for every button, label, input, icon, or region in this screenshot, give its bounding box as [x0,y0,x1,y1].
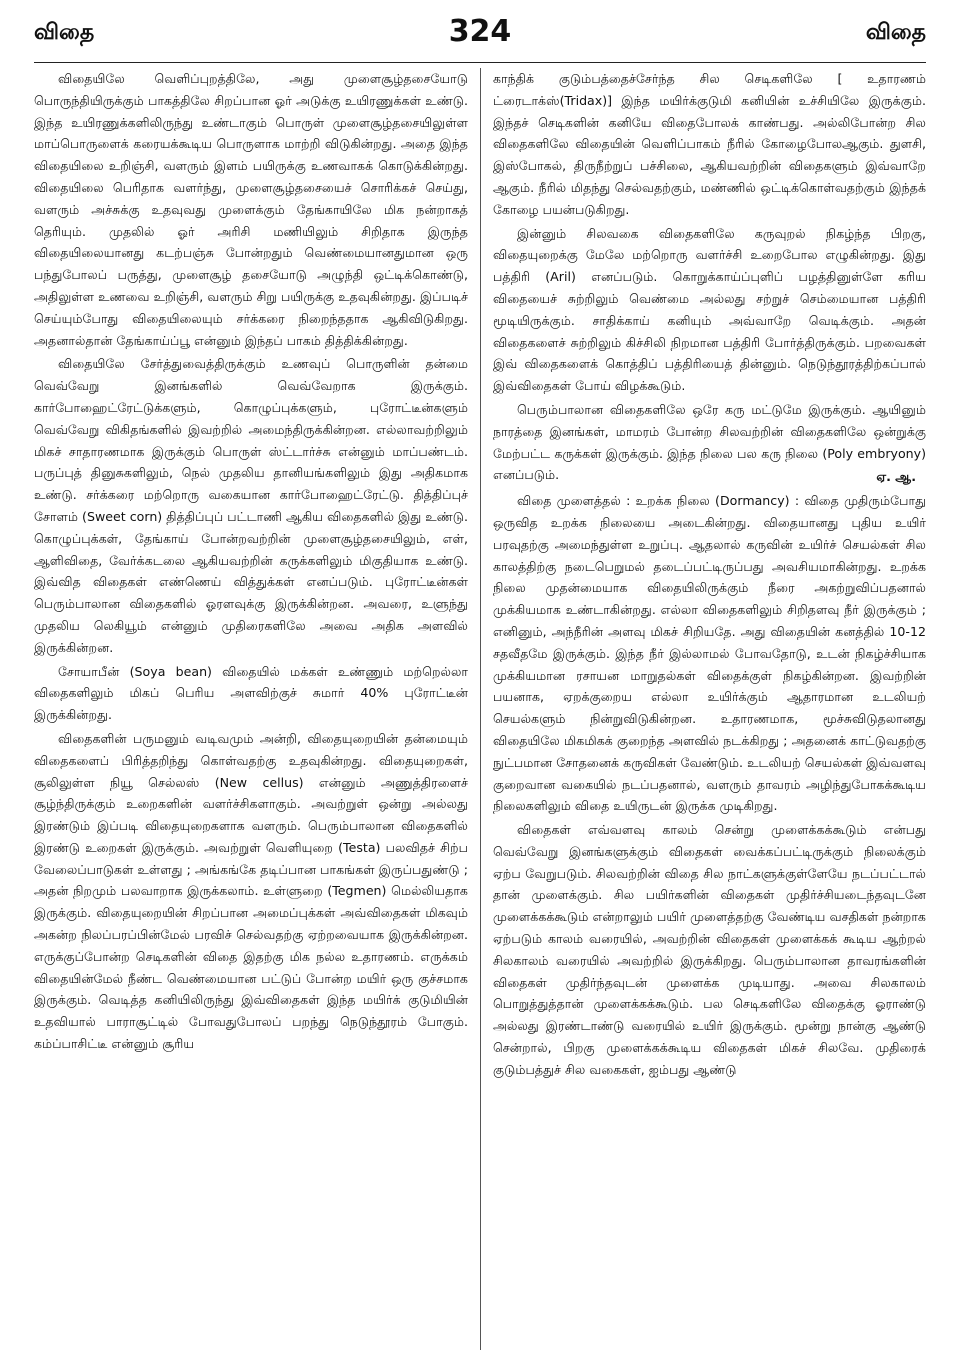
paragraph: விதை முளைத்தல் : உறக்க நிலை (Dormancy) : விதை முதிரும்போது ஒருவித உறக்க நிலையை அடைகின்றது. விதையானது புதிய உயிர் பரவுதற்கு அமைந்துள்ள உறுப்பு. ஆதலால் கருவின் உயிர்ச் செயல்கள் சில காலத்திற்கு நடைபெறுமல் தடைப்பட்டிருப்பது அவசியமாகின்றது. உறக்க நிலை முதன்மையாக விதையிலிருக்கும் நீரை அகற்றுவிப்பதனால் முக்கியமாக உண்டாகின்றது. எல்லா விதைகளிலும் சிறிதளவு நீர் இருக்கும் ; எனினும், அந்நீரின் அளவு மிகச் சிறியதே. அது விதையின் கனத்தில் 10-12 சதவீதமே இருக்கும். இந்த நீர் இல்லாமல் போவதோடு, உடன் நிகழ்ச்சியாக முக்கியமான ரசாயன மாறுதல்கள் விதைக்குள் நிகழ்கின்றன. இவற்றின் பயனாக, ஏறக்குறைய எல்லா உயிர்க்கும் ஆதாரமான உடலியற் செயல்களும் நின்றுவிடுகின்றன. உதாரணமாக, மூச்சுவிடுதலானது விதையிலே மிகமிகக் குறைந்த அளவில் நடக்கிறது ; அதனைக் காட்டுவதற்கு நுட்பமான சோதனைக் கருவிகள் வேண்டும். உடலியற் செயல்கள் இவ்வளவு குறைவான வகையில் நடப்பதனால், வளரும் தாவரம் அழிந்துபோகக்கூடிய நிலைகளிலும் விதை உயிருடன் இருக்க முடிகிறது. [493,493,926,814]
right-column [480,68,926,1350]
paragraph: சோயாபீன் (Soya bean) விதையில் மக்கள் உண்ணும் மற்றெல்லா விதைகளிலும் மிகப் பெரிய அளவிற்குச் சுமார் 40% புரோட்டீன் இருக்கின்றது. [34,663,468,723]
paragraph: இன்னும் சிலவகை விதைகளிலே கருவுறல் நிகழ்ந்த பிறகு, விதையுறைக்கு மேலே மற்றொரு வளர்ச்சி உறைபோல எழுகின்றது. இது பத்திரி (Aril) எனப்படும். கொறுக்காய்ப்புளிப் பழத்தினுள்ளே கரிய விதையைச் சுற்றிலும் வெண்மை அல்லது சற்றுச் செம்மையான பத்திரி மூடியிருக்கும். சாதிக்காய் கனியும் அவ்வாறே வெடிக்கும். அதன் விதைகளைச் சுற்றிலும் கிச்சிலி நிறமான பத்திரி போர்த்திருக்கும். பறவைகள் இவ் விதைகளைக் கொத்திப் பத்திரியைத் தின்னும். நெடுந்தூரத்திற்கப்பால் இவ்விதைகள் போய் விழக்கூடும். [493,225,926,394]
left-column [34,68,480,1350]
header-rule [34,62,926,63]
paragraph: காந்திக் குடும்பத்தைச்சேர்ந்த சில செடிகளிலே [ உதாரணம் ட்ரைடாக்ஸ்(Tridax)] இந்த மயிர்க்குடுமி கனியின் உச்சியிலே இருக்கும். இந்தச் செடிகளின் கனியே விதைபோலக் காண்பது. அல்லிபோன்ற சில விதைகளிலே விதையின் வெளிப்பாகம் நீரில் கோழைபோலஆகும். துளசி, இஸ்போகல், திருநீற்றுப் பச்சிலை, ஆகியவற்றின் விதைகளும் இவ்வாறே ஆகும். நீரில் மிதந்து செல்வதற்கும், மண்ணில் ஒட்டிக்கொள்வதற்கும் இந்தக் கோழை பயன்படுகிறது. [493,71,926,217]
author-signature: ஏ. ஆ. [876,469,916,485]
text-columns [34,68,926,1350]
header-left-title: விதை [34,20,95,45]
paragraph: பெரும்பாலான விதைகளிலே ஒரே கரு மட்டுமே இருக்கும். ஆயினும் நாரத்தை இனங்கள், மாமரம் போன்ற சிலவற்றின் விதைகளிலே ஒன்றுக்கு மேற்பட்ட கருக்கள் இருக்கும். இந்த நிலை பல கரு நிலை (Poly embryony) எனப்படும். [493,401,926,483]
paragraph: விதையிலே சேர்த்துவைத்திருக்கும் உணவுப் பொருளின் தன்மை வெவ்வேறு இனங்களில் வெவ்வேறாக இருக்கும். கார்போஹைட்ரேட்டுக்களும், கொழுப்புக்களும், புரோட்டீன்களும் வெவ்வேறு விகிதங்களில் இவற்றில் அமைந்திருக்கின்றன. எல்லாவற்றிலும் மிகச் சாதாரணமாக இருக்கும் பொருள் ஸ்ட்டார்ச்சு என்னும் மாப்பண்டம். பருப்புத் தினுசுகளிலும், நெல் முதலிய தானியங்களிலும் இது அதிகமாக உண்டு. சர்க்கரை மற்றொரு வகையான கார்போஹைட்ரேட்டு. தித்திப்புச் சோளம் (Sweet corn) தித்திப்புப் பட்டாணி ஆகிய விதைகளில் இது உண்டு. கொழுப்புக்கள், தேங்காய் போன்றவற்றின் முளைசூழ்தசையிலும், எள், ஆளிவிதை, வேர்க்கடலை ஆகியவற்றின் கருக்களிலும் மிகுதியாக உண்டு. இவ்வித விதைகள் எண்ணெய் வித்துக்கள் எனப்படும். புரோட்டீன்கள் பெரும்பாலான விதைகளில் ஓரளவுக்கு இருக்கின்றன. அவரை, உளுந்து முதலிய லெகியூம் என்னும் முதிரைகளிலே அவை அதிக அளவில் இருக்கின்றன. [34,356,468,655]
header-right-title: விதை [865,20,926,45]
paragraph: விதையிலே வெளிப்புறத்திலே, அது முளைசூழ்தசையோடு பொருந்தியிருக்கும் பாகத்திலே சிறப்பான ஓர் அடுக்கு உயிரணுக்கள் உண்டு. இந்த உயிரணுக்களிலிருந்து உண்டாகும் பொருள் முளைசூழ்தசையிலுள்ள மாப்பொருளைக் கரையக்கூடிய பொருளாக மாற்றி விடுகின்றது. அதை இந்த விதையிலை உறிஞ்சி, வளரும் இளம் பயிருக்கு உணவாகக் கொடுக்கின்றது. விதையிலை பெரிதாக வளர்ந்து, முளைசூழ்தசையைச் சொரிக்கச் செய்து, வளரும் அச்சுக்கு உதவுவது முளைக்கும் தேங்காயிலே மிக நன்றாகத் தெரியும். முதலில் ஓர் அரிசி மணியிலும் சிறிதாக இருந்த விதையிலையானது கடற்பஞ்சு போன்றதும் வெண்மையானதுமான ஒரு பந்துபோலப் பருத்து, முளைசூழ் தசையோடு அழுந்தி ஒட்டிக்கொண்டு, அதிலுள்ள உணவை உறிஞ்சி, வளரும் சிறு பயிருக்கு உதவுகின்றது. இப்படிச் செய்யும்போது விதையிலையும் சர்க்கரை நிறைந்ததாக ஆகிவிடுகிறது. அதனால்தான் தேங்காய்ப்பூ என்னும் இந்தப் பாகம் தித்திக்கின்றது. [34,71,468,348]
page-number: 324 [448,14,512,49]
paragraph: விதைகள் எவ்வளவு காலம் சென்று முளைக்கக்கூடும் என்பது வெவ்வேறு இனங்களுக்கும் விதைகள் வைக்கப்பட்டிருக்கும் நிலைக்கும் ஏற்ப வேறுபடும். சிலவற்றின் விதை சில நாட்களுக்குள்ளேயே நடப்பட்டால் தான் முளைக்கும். சில பயிர்களின் விதைகள் முதிர்ச்சியடைந்தவுடனே முளைக்கக்கூடும் என்றாலும் பயிர் முளைத்தற்கு வேண்டிய வசதிகள் நன்றாக ஏற்படும் காலம் வரையில், அவற்றின் விதைகள் முளைக்கக் கூடிய ஆற்றல் சிலகாலம் வரையில் அவற்றில் இருக்கிறது. பெரும்பாலான தாவரங்களின் விதைகள் முதிர்ந்தவுடன் முளைக்க முடியாது. அவை சிலகாலம் பொறுத்துத்தான் முளைக்கக்கூடும். பல செடிகளிலே விதைக்கு ஓராண்டு அல்லது இரண்டாண்டு வரையில் உயிர் இருக்கும். மூன்று நான்கு ஆண்டு சென்றால், பிறகு முளைக்கக்கூடிய விதைகள் மிகச் சிலவே. முதிரைக் குடும்பத்துச் சில வகைகள், ஐம்பது ஆண்டு [493,822,926,1077]
page-header [34,14,926,60]
paragraph: விதைகளின் பருமனும் வடிவமும் அன்றி, விதையுறையின் தன்மையும் விதைகளைப் பிரித்தறிந்து கொள்வதற்கு உதவுகின்றது. விதையுறைகள், சூலிலுள்ள நியூ செல்லஸ் (New cellus) என்னும் அணுத்திரளைச் சூழ்ந்திருக்கும் உறைகளின் வளர்ச்சிகளாகும். அவற்றுள் ஒன்று அல்லது இரண்டும் இப்படி விதையுறைகளாக வளரும். பெரும்பாலான விதைகளில் இரண்டு உறைகள் இருக்கும். அவற்றுள் வெளியுறை (Testa) பலவிதச் சிற்ப வேலைப்பாடுகள் உள்ளது ; அங்கங்கே தடிப்பான பாகங்கள் இருப்பதுண்டு ; அதன் நிறமும் பலவாறாக இருக்கலாம். உள்ளுறை (Tegmen) மெல்லியதாக இருக்கும். விதையுறையின் சிறப்பான அமைப்புக்கள் அவ்விதைகள் மிகவும் அகன்ற நிலப்பரப்பின்மேல் பரவிச் செல்வதற்கு ஏற்றவையாக இருக்கின்றன. எருக்குப்போன்ற செடிகளின் விதை இதற்கு மிக நல்ல உதாரணம். எருக்கம் விதையின்மேல் நீண்ட வெண்மையான பட்டுப் போன்ற மயிர் ஒரு குச்சமாக இருக்கும். வெடித்த கனியிலிருந்து இவ்விதைகள் இந்த மயிர்க் குடுமியின் உதவியால் பாராசூட்டில் போவதுபோலப் பறந்து நெடுந்தூரம் போகும். கம்ப்பாசிட்டீ என்னும் சூரிய [34,730,468,1052]
